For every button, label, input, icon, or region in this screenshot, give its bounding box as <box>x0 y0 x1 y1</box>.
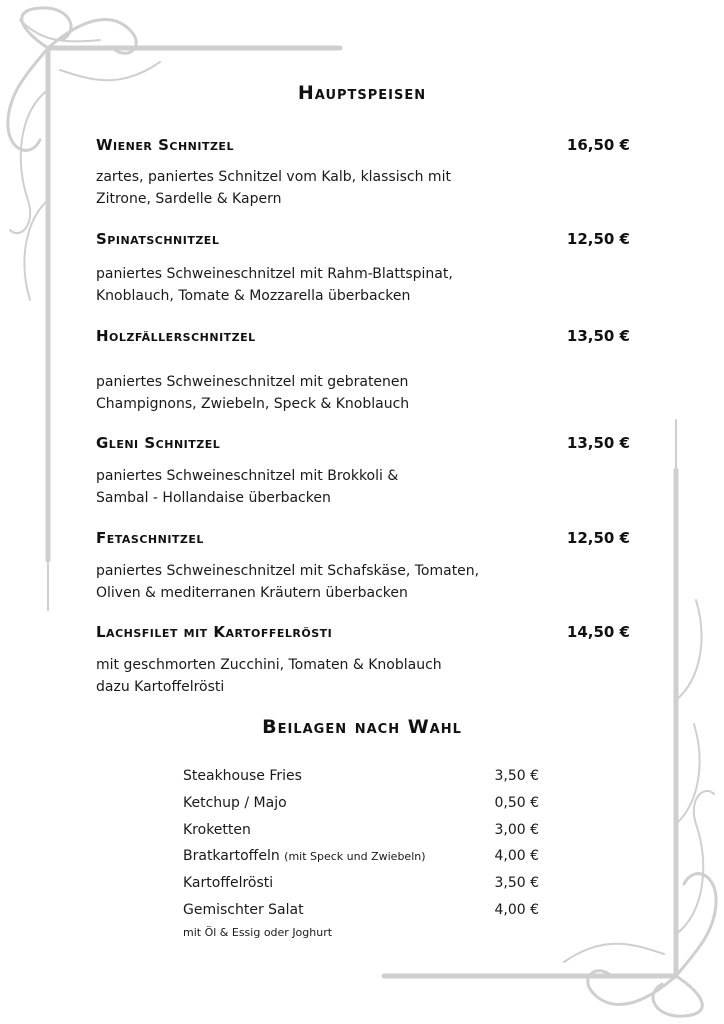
dish-name: Fetaschnitzel <box>96 529 204 547</box>
dish-description <box>96 465 566 509</box>
side-name <box>183 848 426 864</box>
dish-item <box>96 434 630 506</box>
dish-description-line: Knoblauch, Tomate & Mozzarella überbacken <box>96 288 411 304</box>
dish-item <box>96 136 630 207</box>
dish-item <box>96 529 630 601</box>
dish-description <box>96 654 566 698</box>
side-price: 3,00 € <box>494 822 539 838</box>
dish-description-line: Champignons, Zwiebeln, Speck & Knoblauch <box>96 396 410 412</box>
dish-price: 14,50 € <box>566 623 630 641</box>
side-item <box>183 902 539 926</box>
dish-description-line: paniertes Schweineschnitzel mit Schafskäse, Tomaten, <box>96 563 480 579</box>
side-item <box>183 822 539 846</box>
dish-description <box>96 560 566 604</box>
dish-description-line: Sambal - Hollandaise überbacken <box>96 490 331 506</box>
side-price: 3,50 € <box>494 875 539 891</box>
side-name-text: Bratkartoffeln <box>183 848 280 864</box>
side-name-text: Ketchup / Majo <box>183 795 287 811</box>
side-item <box>183 875 539 899</box>
side-note: mit Öl & Essig oder Joghurt <box>183 926 333 939</box>
side-name-text: Steakhouse Fries <box>183 768 302 784</box>
side-price: 3,50 € <box>494 768 539 784</box>
dish-description <box>96 263 566 307</box>
side-item <box>183 768 539 792</box>
side-name <box>183 875 273 891</box>
dish-item <box>96 230 630 304</box>
dish-name: Holzfällerschnitzel <box>96 327 256 345</box>
side-price: 0,50 € <box>494 795 539 811</box>
side-item <box>183 848 539 872</box>
side-price: 4,00 € <box>494 902 539 918</box>
dish-price: 13,50 € <box>566 327 630 345</box>
dish-name: Lachsfilet mit Kartoffelrösti <box>96 623 333 641</box>
side-extra: (mit Speck und Zwiebeln) <box>284 850 426 863</box>
dish-description <box>96 371 566 415</box>
side-name-text: Gemischter Salat <box>183 902 304 918</box>
side-name-text: Kroketten <box>183 822 251 838</box>
dish-price: 13,50 € <box>566 434 630 452</box>
side-name <box>183 768 302 784</box>
dish-description-line: Oliven & mediterranen Kräutern überbacken <box>96 585 408 601</box>
dish-name: Wiener Schnitzel <box>96 136 234 154</box>
dish-description-line: paniertes Schweineschnitzel mit Brokkoli & <box>96 468 399 484</box>
dish-description-line: mit geschmorten Zucchini, Tomaten & Knoblauch <box>96 657 442 673</box>
dish-description <box>96 166 566 210</box>
dish-item <box>96 327 630 412</box>
dish-price: 16,50 € <box>566 136 630 154</box>
side-name <box>183 902 304 918</box>
dish-description-line: Zitrone, Sardelle & Kapern <box>96 191 282 207</box>
sides-heading: Beilagen nach Wahl <box>262 716 462 738</box>
dish-description-line: zartes, paniertes Schnitzel vom Kalb, klassisch mit <box>96 169 451 185</box>
dish-price: 12,50 € <box>566 230 630 248</box>
dish-price: 12,50 € <box>566 529 630 547</box>
side-name <box>183 822 251 838</box>
side-name-text: Kartoffelrösti <box>183 875 274 891</box>
dish-description-line: paniertes Schweineschnitzel mit gebratenen <box>96 374 409 390</box>
side-item <box>183 795 539 819</box>
dish-name: Gleni Schnitzel <box>96 434 221 452</box>
dish-description-line: dazu Kartoffelrösti <box>96 679 225 695</box>
side-name <box>183 795 287 811</box>
side-price: 4,00 € <box>494 848 539 864</box>
main-courses-heading: Hauptspeisen <box>297 82 427 104</box>
dish-description-line: paniertes Schweineschnitzel mit Rahm-Blattspinat, <box>96 266 453 282</box>
dish-item <box>96 623 630 695</box>
dish-name: Spinatschnitzel <box>96 230 220 248</box>
